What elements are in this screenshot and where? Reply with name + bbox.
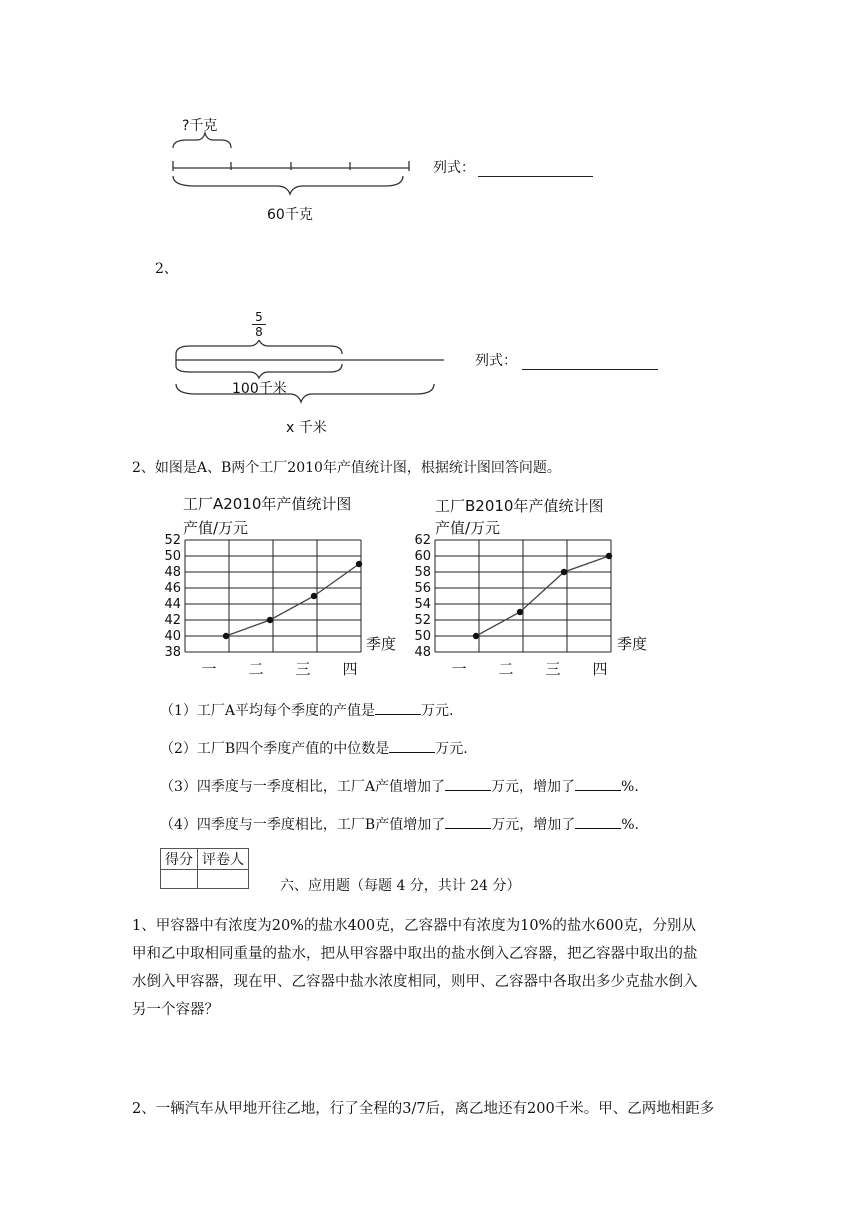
diagram-2-inner-label: 100千米 xyxy=(232,381,287,397)
subquestion-2-text: （2）工厂B四个季度产值的中位数是 xyxy=(160,741,390,757)
chart-a-ytick-label: 52 xyxy=(164,533,181,548)
answer-blank[interactable] xyxy=(375,700,421,715)
section-6-title: 六、应用题（每题 4 分，共计 24 分） xyxy=(280,878,521,894)
inner-brace xyxy=(176,364,342,378)
diagram-1-bottom-label: 60千克 xyxy=(267,207,313,223)
grader-cell[interactable] xyxy=(198,870,249,889)
diagram-2-formula-label: 列式： xyxy=(475,353,517,369)
question-2-stem: 2、如图是A、B两个工厂2010年产值统计图，根据统计图回答问题。 xyxy=(132,460,561,476)
chart-b-ytick-label: 58 xyxy=(414,565,431,580)
subquestion-1 xyxy=(160,700,453,720)
top-brace xyxy=(176,340,342,354)
answer-blank[interactable] xyxy=(575,814,621,829)
diagram-1-answer-line[interactable] xyxy=(478,176,593,177)
chart-b-ytick-label: 54 xyxy=(414,597,431,612)
chart-a-data-point xyxy=(311,593,317,599)
chart-b-plot xyxy=(405,532,620,677)
subquestion-1-unit: 万元. xyxy=(421,703,454,719)
chart-b-data-point xyxy=(473,633,479,639)
subquestion-3-mid: 万元，增加了 xyxy=(491,779,576,795)
score-header: 得分 xyxy=(161,849,198,870)
chart-a-ylabel: 产值/万元 xyxy=(183,519,249,537)
chart-b-title: 工厂B2010年产值统计图 xyxy=(435,497,604,515)
subquestion-1-text: （1）工厂A平均每个季度的产值是 xyxy=(160,703,376,719)
score-cell[interactable] xyxy=(161,870,198,889)
chart-a-ytick-label: 48 xyxy=(164,565,181,580)
fraction-numerator: 5 xyxy=(255,310,263,324)
subquestion-4-mid: 万元，增加了 xyxy=(491,817,576,833)
chart-a-data-point xyxy=(356,561,362,567)
chart-b-category-label: 二 xyxy=(498,660,514,677)
chart-b-data-point xyxy=(606,553,612,559)
application-question-2: 2、一辆汽车从甲地开往乙地，行了全程的3/7后，离乙地还有200千米。甲、乙两地相距多 xyxy=(132,1101,715,1117)
diagram-1-top-label: ?千克 xyxy=(182,118,218,134)
chart-a-xlabel: 季度 xyxy=(366,635,397,653)
subquestion-2 xyxy=(160,738,468,758)
chart-a-ytick-label: 42 xyxy=(164,613,181,628)
chart-b-ytick-label: 62 xyxy=(414,533,431,548)
subquestion-2-unit: 万元. xyxy=(435,741,468,757)
chart-a-category-label: 四 xyxy=(342,660,358,677)
chart-a-category-label: 二 xyxy=(248,660,264,677)
diagram-2-answer-line[interactable] xyxy=(522,369,658,370)
diagram-2-bottom-label: x 千米 xyxy=(286,420,327,436)
chart-b-ytick-label: 60 xyxy=(414,549,431,564)
subquestion-4-post: %. xyxy=(621,817,639,833)
bottom-brace xyxy=(173,176,403,194)
diagram-2-lines xyxy=(170,340,450,410)
answer-blank[interactable] xyxy=(445,814,491,829)
chart-a-ytick-label: 40 xyxy=(164,629,181,644)
subquestion-4 xyxy=(160,814,639,834)
answer-blank[interactable] xyxy=(389,738,435,753)
application-question-1: 1、甲容器中有浓度为20%的盐水400克，乙容器中有浓度为10%的盐水600克，分别从甲和乙中取相同重量的盐水，把从甲容器中取出的盐水倒入乙容器，把乙容器中取出的盐水倒入甲容器，现在甲、乙容器中盐水浓度相同，则甲、乙容器中各取出多少克盐水倒入另一个容器？ xyxy=(132,918,698,1018)
grader-header: 评卷人 xyxy=(198,849,249,870)
chart-b-data-point xyxy=(517,609,523,615)
fraction xyxy=(252,311,266,338)
bottom-brace xyxy=(176,384,434,402)
subquestion-4-text: （4）四季度与一季度相比，工厂B产值增加了 xyxy=(160,817,446,833)
subquestion-3-text: （3）四季度与一季度相比，工厂A产值增加了 xyxy=(160,779,446,795)
chart-b-ytick-label: 48 xyxy=(414,645,431,660)
chart-a-plot xyxy=(155,532,370,677)
chart-a-ytick-label: 50 xyxy=(164,549,181,564)
fraction-denominator: 8 xyxy=(255,325,263,339)
score-table xyxy=(160,848,249,889)
answer-blank[interactable] xyxy=(445,776,491,791)
subquestion-3 xyxy=(160,776,639,796)
diagram-1-lines xyxy=(165,130,425,200)
chart-b-ytick-label: 56 xyxy=(414,581,431,596)
chart-a-ytick-label: 38 xyxy=(164,645,181,660)
chart-b-category-label: 三 xyxy=(545,660,561,677)
chart-b-category-label: 四 xyxy=(592,660,608,677)
diagram-1-formula-label: 列式： xyxy=(433,160,475,176)
chart-b-xlabel: 季度 xyxy=(617,635,648,653)
chart-a-series-line xyxy=(226,564,359,636)
chart-a-ytick-label: 46 xyxy=(164,581,181,596)
chart-b-data-point xyxy=(561,569,567,575)
chart-b-category-label: 一 xyxy=(451,660,467,677)
chart-a-data-point xyxy=(223,633,229,639)
chart-a-title: 工厂A2010年产值统计图 xyxy=(183,495,352,513)
subquestion-3-post: %. xyxy=(621,779,639,795)
chart-a-category-label: 一 xyxy=(201,660,217,677)
chart-b-ylabel: 产值/万元 xyxy=(435,519,501,537)
top-brace xyxy=(173,133,231,148)
chart-b-ytick-label: 50 xyxy=(414,629,431,644)
chart-a-data-point xyxy=(267,617,273,623)
chart-a-ytick-label: 44 xyxy=(164,597,181,612)
answer-blank[interactable] xyxy=(575,776,621,791)
chart-a-category-label: 三 xyxy=(295,660,311,677)
chart-b-series-line xyxy=(476,556,609,636)
chart-b-ytick-label: 52 xyxy=(414,613,431,628)
problem-number: 2、 xyxy=(155,261,178,277)
